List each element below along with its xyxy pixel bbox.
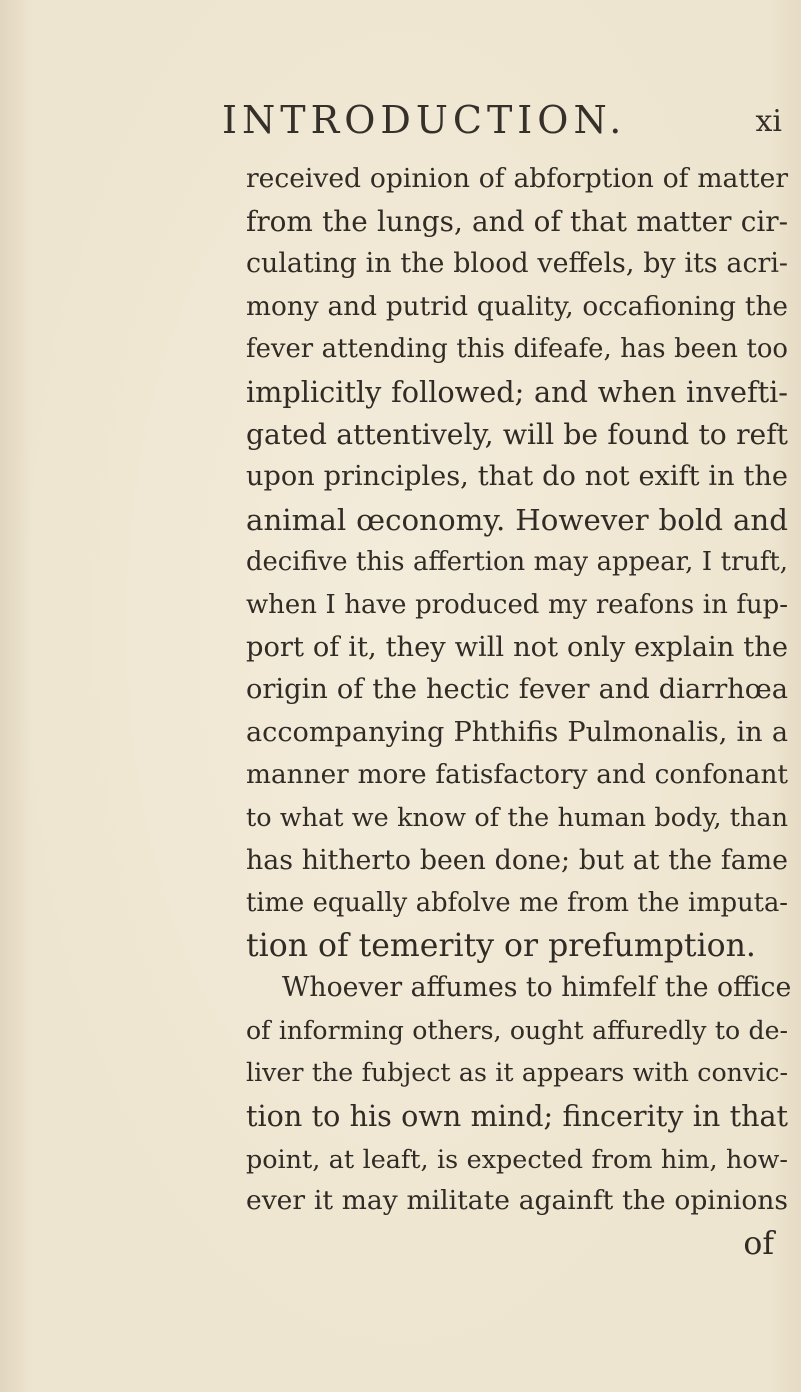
text-line: mony and putrid quality, occafioning the (246, 291, 788, 322)
text-line: received opinion of abforption of matter (246, 163, 788, 194)
text-line: when I have produced my reafons in fup- (246, 589, 788, 620)
text-line: accompanying Phthifis Pulmonalis, in a (246, 716, 788, 748)
text-line: gated attentively, will be found to reft (246, 417, 788, 451)
page-header (222, 98, 782, 150)
text-line: liver the fubject as it appears with convic- (246, 1058, 788, 1088)
text-line: point, at leaft, is expected from him, how- (246, 1143, 788, 1174)
text-line: tion to his own mind; fincerity in that (246, 1099, 788, 1134)
text-line: from the lungs, and of that matter cir- (246, 204, 788, 238)
text-line: to what we know of the human body, than (246, 802, 788, 833)
text-line: implicitly followed; and when invefti- (246, 374, 788, 409)
text-line: upon principles, that do not exift in the (246, 461, 788, 493)
text-line: ever it may militate againft the opinions (246, 1185, 788, 1217)
text-line: of informing others, ought affuredly to de- (246, 1015, 788, 1045)
body-text (246, 158, 792, 1265)
text-line: animal œconomy. However bold and (246, 502, 788, 537)
text-line: port of it, they will not only explain the (246, 631, 788, 663)
text-line: manner more fatisfactory and confonant (246, 760, 788, 791)
running-title: INTRODUCTION. (222, 98, 627, 142)
text-line: time equally abfolve me from the imputa- (246, 888, 788, 919)
text-line: origin of the hectic fever and diarrhœa (246, 674, 788, 706)
paragraph-first-line: Whoever affumes to himfelf the office (282, 972, 792, 1004)
paragraph-last-line: tion of temerity or prefumption. (246, 927, 756, 964)
catchword: of (743, 1225, 774, 1262)
text-line: decifive this affertion may appear, I truft, (246, 547, 788, 578)
text-line: fever attending this difeafe, has been too (246, 334, 788, 365)
text-line: culating in the blood veffels, by its acri- (246, 248, 788, 280)
page-number: xi (755, 104, 782, 139)
text-line: has hitherto been done; but at the fame (246, 844, 788, 876)
